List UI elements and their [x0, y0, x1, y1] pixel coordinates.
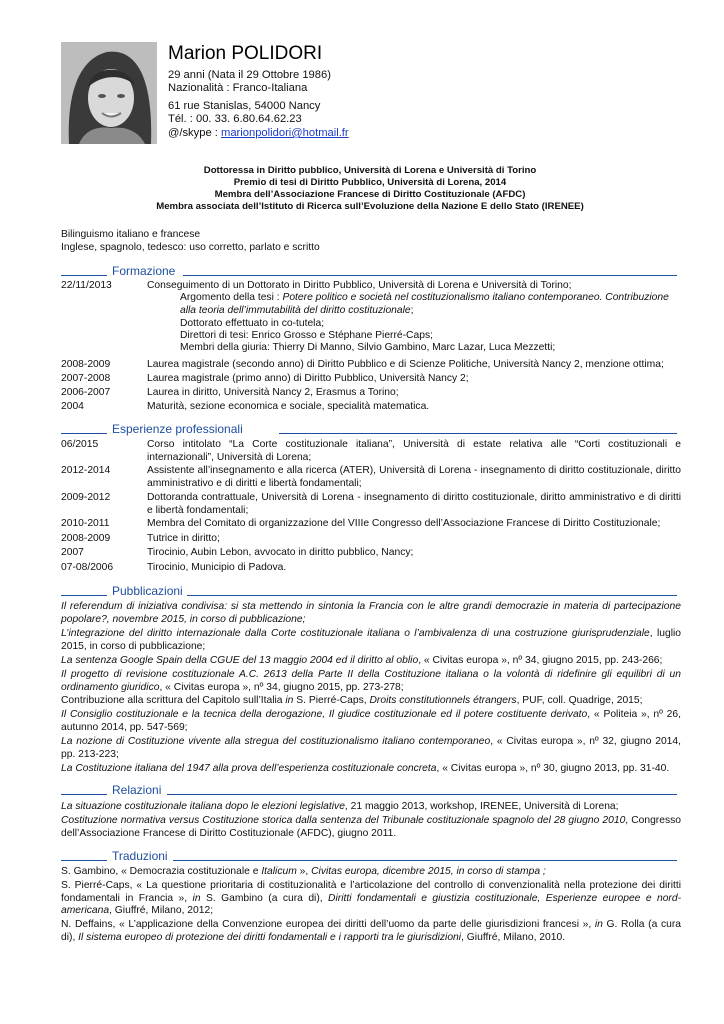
topic-title: Potere politico e società nel costituzionalismo italiano contemporaneo. Contribuzione — [282, 292, 669, 303]
section-title: Esperienze professionali — [112, 423, 246, 436]
item-text: Membra del Comitato di organizzazione del VIIIe Congresso dell’Associazione Francese di Diritto Costituzionale; — [147, 518, 661, 529]
section-rule — [61, 595, 107, 596]
publication-details: , « Politeia », nº 26, autunno 2014, pp. 547-569; — [61, 709, 681, 733]
publication-item — [61, 655, 681, 668]
publication-title: La Costituzione italiana del 1947 alla prova dell’esperienza costituzionale concreta — [61, 763, 437, 774]
item-text: Laurea in diritto, Università Nancy 2, Erasmus a Torino; — [147, 387, 399, 398]
titles-block — [60, 165, 680, 213]
item-text: Laurea magistrale (secondo anno) di Diritto Pubblico e di Scienze Politiche, Università Nancy 2, menzione ottima; — [147, 359, 664, 370]
item-text: Conseguimento di un Dottorato in Diritto Pubblico, Università di Lorena e Università di Torino; — [147, 280, 572, 291]
title-line: Dottoressa in Diritto pubblico, Università di Lorena e Università di Torino — [203, 165, 537, 176]
section-title: Pubblicazioni — [112, 585, 186, 598]
publication-title: La nozione di Costituzione vivente alla stregua del costituzionalismo italiano contemporaneo — [61, 736, 491, 747]
translation-italic: Civitas europa, dicembre 2015, in corso di stampa ; — [311, 866, 546, 877]
item-text: Maturità, sezione economica e sociale, specialità matematica. — [147, 401, 430, 412]
age: 29 anni (Nata il 29 Ottobre 1986) — [168, 69, 331, 81]
translation-text: S. Gambino, « Democrazia costituzionale e — [61, 866, 262, 877]
title-line: Premio di tesi di Diritto Pubblico, Università di Lorena, 2014 — [233, 177, 507, 188]
talk-details: , 21 maggio 2013, workshop, IRENEE, Università di Lorena; — [344, 801, 619, 812]
publication-details: , PUF, coll. Quadrige, 2015; — [516, 695, 643, 706]
publication-item — [61, 695, 681, 708]
publication-title: Il Consiglio costituzionale e la tecnica della derogazione, Il giudice costituzionale ed il potere costituente derivato — [61, 709, 588, 720]
item-text: Tutrice in diritto; — [147, 533, 220, 544]
topic-label: Argomento della tesi : — [180, 292, 283, 303]
item-date: 2008-2009 — [61, 533, 111, 544]
publication-in: in — [285, 695, 294, 706]
section-header-pubblicazioni — [61, 583, 677, 597]
section-rule — [61, 860, 107, 861]
publication-item — [61, 763, 681, 776]
thesis-jury: Membri della giuria: Thierry Di Manno, Silvio Gambino, Marc Lazar, Luca Mezzetti; — [180, 342, 556, 353]
section-header-relazioni — [61, 782, 677, 796]
email-line — [168, 127, 349, 140]
publication-item — [61, 669, 681, 694]
item-text: Tirocinio, Aubin Lebon, avvocato in diritto pubblico, Nancy; — [147, 547, 414, 558]
translation-item — [61, 880, 681, 918]
section-title: Relazioni — [112, 784, 164, 797]
translation-text: G. Rolla (a cura di), — [61, 919, 682, 943]
email-prefix: @/skype : — [168, 127, 222, 139]
publication-prefix: Contribuzione alla scrittura del Capitolo sull’Italia — [61, 695, 286, 706]
section-rule — [167, 794, 677, 795]
section-title: Formazione — [112, 265, 178, 278]
publication-title: Il progetto di revisione costituzionale A.C. 2613 della Parte II della Costituzione italiana o la volontà di ridefinire gli equilibri di un ordinamento giuridico — [61, 669, 681, 693]
section-rule — [61, 794, 107, 795]
item-date: 06/2015 — [61, 439, 99, 450]
section-rule — [61, 433, 107, 434]
translation-in: in — [192, 892, 201, 904]
title-line: Membra associata dell’Istituto di Ricerca sull’Evoluzione della Nazione E dello Stato (IRENEE) — [156, 201, 584, 212]
publication-item — [61, 601, 681, 626]
translation-italic: Italicum — [261, 866, 297, 877]
publication-item — [61, 736, 681, 761]
talk-details: , Congresso dell’Associazione Francese di Diritto Costituzionale (AFDC), giugno 2011. — [61, 815, 681, 839]
translation-item — [61, 866, 681, 879]
profile-photo — [61, 42, 157, 144]
item-text: Corso intitolato “La Corte costituzionale italiana”, Università di estate relativa alle “Corti costituzionali e internazionali”, Università di Lorena; — [147, 439, 681, 463]
nationality: Nazionalità : Franco-Italiana — [168, 82, 308, 94]
phone: Tél. : 00. 33. 6.80.64.62.23 — [168, 113, 302, 125]
cotutela: Dottorato effettuato in co-tutela; — [180, 318, 325, 329]
translation-in: in — [594, 919, 603, 930]
section-rule — [279, 433, 677, 434]
publication-details: , « Civitas europa », nº 30, giugno 2013, pp. 31-40. — [436, 763, 670, 774]
section-rule — [183, 275, 677, 276]
item-date: 07-08/2006 — [61, 562, 114, 573]
language-line: Inglese, spagnolo, tedesco: uso corretto, parlato e scritto — [61, 242, 320, 253]
talk-item — [61, 801, 681, 814]
topic-title-cont: alla teoria dell’immutabilità del diritto costituzionale — [180, 305, 411, 316]
section-rule — [187, 595, 677, 596]
section-header-formazione — [61, 263, 677, 277]
item-date: 2007 — [61, 547, 84, 558]
item-date: 2008-2009 — [61, 359, 111, 370]
section-rule — [61, 275, 107, 276]
translation-item — [61, 919, 681, 944]
publication-title: La sentenza Google Spain della CGUE del 13 maggio 2004 ed il diritto al oblio — [61, 655, 419, 666]
item-date: 2007-2008 — [61, 373, 111, 384]
publication-title: Droits constitutionnels étrangers — [369, 695, 517, 706]
translation-italic: Diritti fondamentali e giustizia costituzionale, Esperienze europee e nord-americana — [61, 892, 681, 917]
publication-title: L’integrazione del diritto internazionale dalla Corte costituzionale italiana o l’ambivalenza di una costruzione giurisprudenziale — [61, 628, 650, 639]
section-header-esperienze — [61, 421, 677, 435]
publication-title: Il referendum di iniziativa condivisa: si sta mettendo in sintonia la Francia con le altre grandi democrazie in materia di partecipazione popolare?, novembre 2015, in corso di pubblicazione; — [61, 601, 681, 625]
publication-details: , luglio 2015, in corso di pubblicazione; — [61, 628, 681, 652]
translation-text: », — [296, 866, 312, 877]
section-title: Traduzioni — [112, 850, 171, 863]
publication-details: , « Civitas europa », nº 34, giugno 2015, pp. 273-278; — [159, 681, 404, 693]
item-date: 2009-2012 — [61, 492, 111, 503]
thesis-directors: Direttori di tesi: Enrico Grosso e Stéphane Pierré-Caps; — [180, 330, 433, 341]
item-text: Tirocinio, Municipio di Padova. — [147, 562, 287, 573]
thesis-topic-cont — [180, 305, 681, 318]
item-date: 2006-2007 — [61, 387, 111, 398]
section-rule — [173, 860, 677, 861]
talk-title: Costituzione normativa versus Costituzione storica dalla sentenza del Tribunale costituzionale spagnolo del 28 giugno 2010 — [61, 815, 626, 826]
translation-text: S. Gambino (a cura di), — [200, 892, 329, 904]
translation-italic: Il sistema europeo di protezione dei diritti fondamentali e i rapporti tra le giurisdizioni — [78, 931, 462, 943]
item-date: 2010-2011 — [61, 518, 110, 529]
translation-text: N. Deffains, « L’applicazione della Convenzione europea dei diritti dell’uomo da parte delle giurisdizioni francesi », — [61, 919, 595, 930]
translation-text: , Giuffré, Milano, 2012; — [109, 905, 214, 917]
publication-item — [61, 709, 681, 734]
talk-item — [61, 815, 681, 840]
translation-text: S. Pierré-Caps, « La questione prioritaria di costituzionalità e l’articolazione del controllo di convenzionalità nella protezione dei diritti fondamentali in Francia », — [61, 880, 681, 904]
language-line: Bilinguismo italiano e francese — [61, 229, 201, 240]
item-date: 2012-2014 — [61, 465, 111, 476]
person-name: Marion POLIDORI — [168, 43, 323, 64]
translation-text: , Giuffré, Milano, 2010. — [461, 931, 566, 943]
thesis-topic — [180, 292, 681, 305]
address: 61 rue Stanislas, 54000 Nancy — [168, 100, 321, 112]
section-header-traduzioni — [61, 848, 677, 862]
publication-item — [61, 628, 681, 653]
publication-author: S. Pierré-Caps, — [293, 695, 370, 706]
talk-title: La situazione costituzionale italiana dopo le elezioni legislative — [61, 801, 345, 812]
item-date: 2004 — [61, 401, 84, 412]
publication-details: , « Civitas europa », nº 34, giugno 2015, pp. 243-266; — [418, 655, 663, 666]
topic-end: ; — [410, 305, 414, 316]
item-date: 22/11/2013 — [61, 280, 112, 291]
item-text: Laurea magistrale (primo anno) di Diritto Pubblico, Università Nancy 2; — [147, 373, 469, 384]
publication-details: , « Civitas europa », nº 32, giugno 2014, pp. 213-223; — [61, 736, 681, 760]
email-link[interactable]: marionpolidori@hotmail.fr — [221, 127, 349, 139]
title-line: Membra dell’Associazione Francese di Diritto Costituzionale (AFDC) — [214, 189, 526, 200]
item-text: Assistente all’insegnamento e alla ricerca (ATER), Università di Lorena - insegnamento di diritto costituzionale, diritto amministrativo e di diritti e libertà fondamentali; — [147, 465, 681, 489]
item-text: Dottoranda contrattuale, Università di Lorena - insegnamento di diritto costituzionale, diritto amministrativo e di diritti e libertà fondamentali; — [147, 492, 681, 516]
